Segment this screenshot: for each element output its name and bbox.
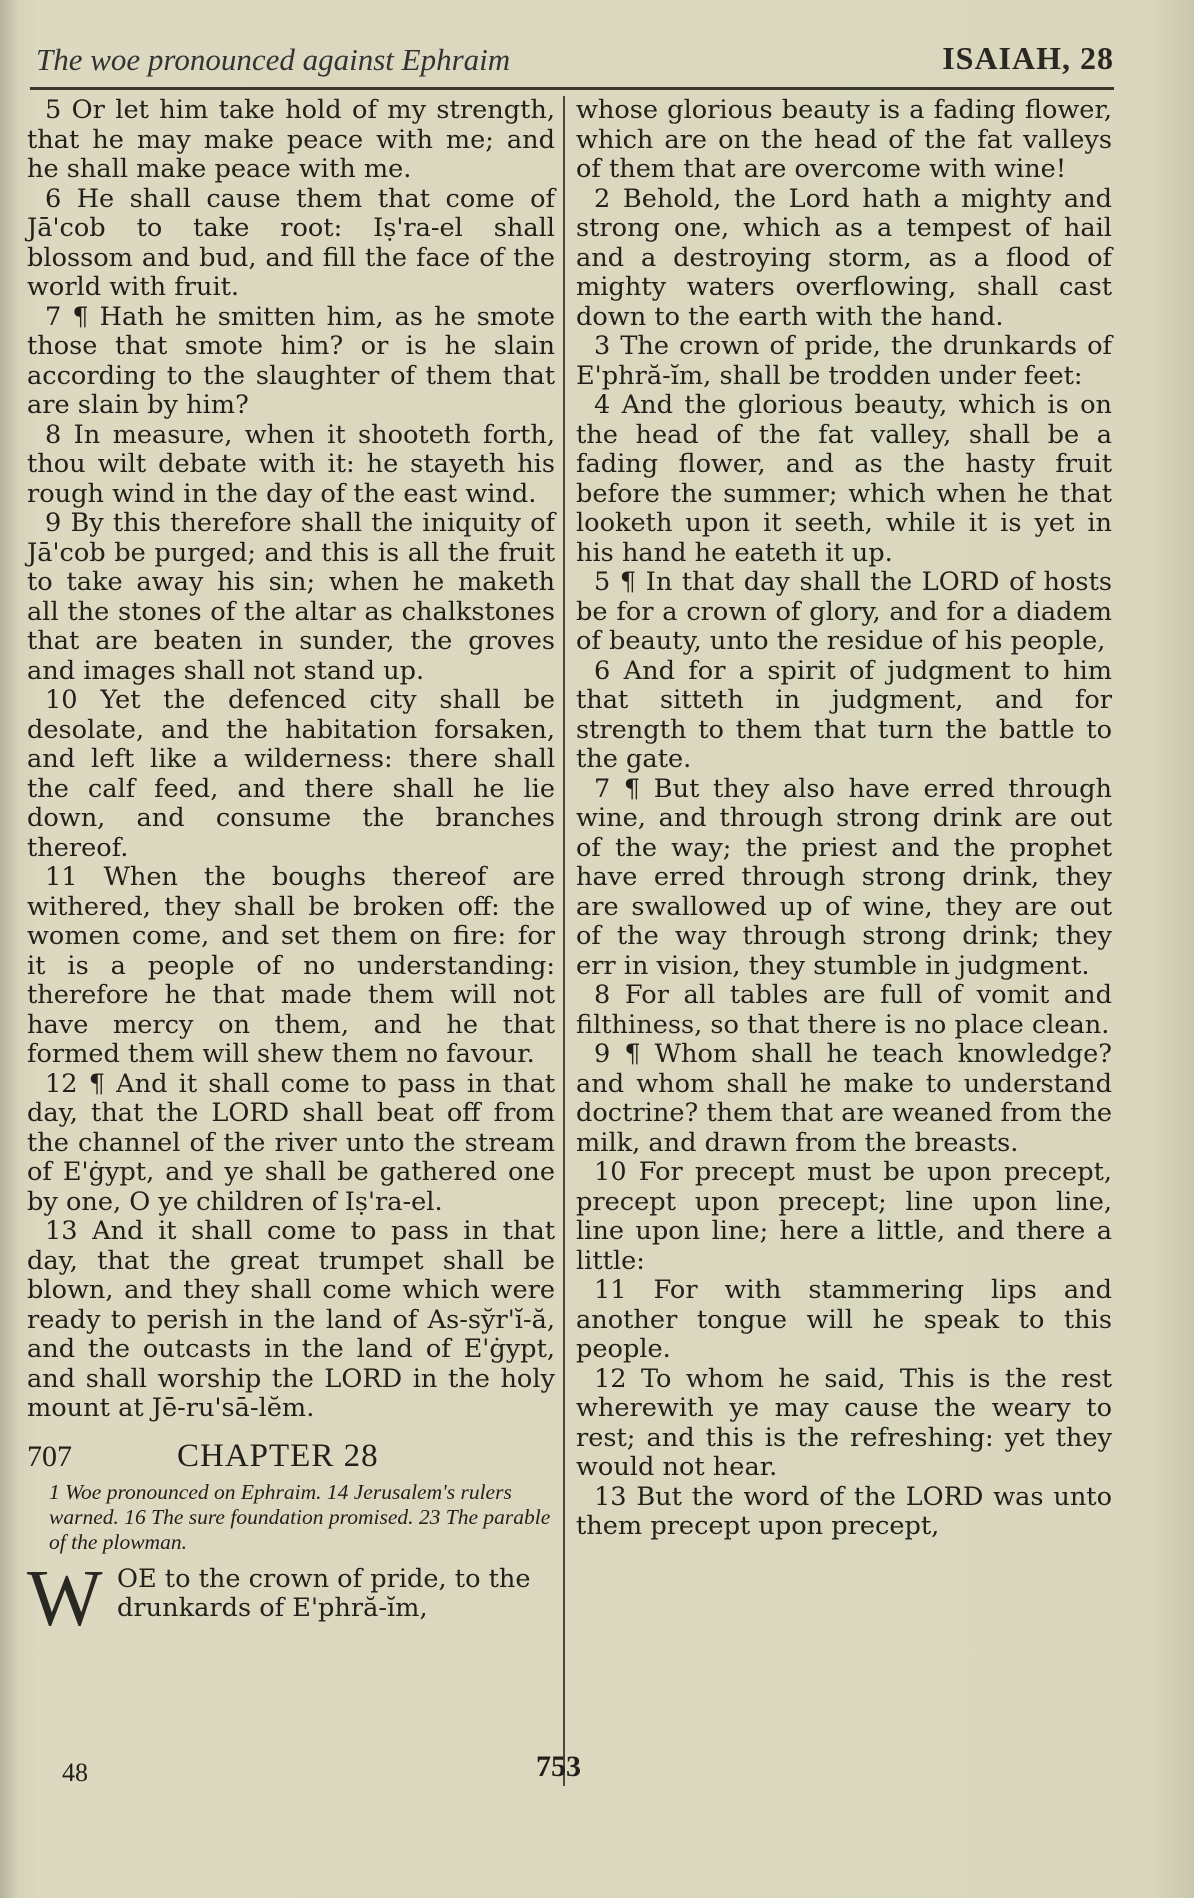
verse: 10 Yet the defenced city shall be desolate, and the habitation forsaken, and left like a wilderness: there shall the calf feed, and there shall he lie down, and consume the branches thereof. (27, 685, 555, 863)
verse: 3 The crown of pride, the drunkards of E'phră-ĭm, shall be trodden under feet: (576, 331, 1112, 391)
verse: 12 ¶ And it shall come to pass in that day, that the LORD shall beat off from the channel of the river unto the stream of E'ġypt, and ye shall be gathered one by one, O ye children of Iṣ'ra-el. (27, 1068, 555, 1217)
book-chapter-heading: ISAIAH, 28 (942, 40, 1114, 76)
left-column (27, 95, 555, 1643)
verse: 6 He shall cause them that come of Jā'cob to take root: Iṣ'ra-el shall blossom and bud, and fill the face of the world with fruit. (27, 183, 555, 302)
page-header (36, 38, 1114, 88)
verse: 2 Behold, the Lord hath a mighty and strong one, which as a tempest of hail and a destroying storm, as a flood of mighty waters overflowing, shall cast down to the earth with the hand. (576, 183, 1112, 332)
right-column (576, 96, 1112, 1542)
chapter-heading-line (27, 1437, 555, 1478)
first-verse-block (27, 1554, 555, 1643)
verse: 5 ¶ In that day shall the LORD of hosts be for a crown of glory, and for a diadem of beauty, unto the residue of his people, (576, 567, 1112, 656)
verse: 8 In measure, when it shooteth forth, thou wilt debate with it: he stayeth his rough wind in the day of the east wind. (27, 419, 555, 509)
verse: 4 And the glorious beauty, which is on the head of the fat valley, shall be a fading flower, and as the hasty fruit before the summer; which when he that looketh upon it seeth, while it is yet in his hand he eateth it up. (576, 390, 1112, 568)
verse-continuation: whose glorious beauty is a fading flower, which are on the head of the fat valleys of them that are overcome with wine! (576, 95, 1112, 184)
footer-left-number: 48 (62, 1758, 88, 1787)
drop-cap-letter: W (27, 1554, 103, 1643)
verse: 9 By this therefore shall the iniquity of Jā'cob be purged; and this is all the fruit to take away his sin; when he maketh all the stones of the altar as chalkstones that are beaten in sunder, the groves and images shall not stand up. (27, 508, 555, 686)
verse: 13 But the word of the LORD was unto them precept upon precept, (576, 1481, 1112, 1541)
verse: 13 And it shall come to pass in that day, that the great trumpet shall be blown, and they shall come which were ready to perish in the land of As-sy̆r'ĭ-ă, and the outcasts in the land of E'ġypt, and shall worship the LORD in the holy mount at Jē-ru'sā-lĕm. (27, 1216, 555, 1423)
verse: 5 Or let him take hold of my strength, that he may make peace with me; and he shall make peace with me. (27, 95, 555, 184)
verse: 7 ¶ But they also have erred through wine, and through strong drink are out of the way; the priest and the prophet have erred through strong drink, they are swallowed up of wine, they are out of the way through strong drink; they err in vision, they stumble in judgment. (576, 773, 1112, 981)
verse: 10 For precept must be upon precept, precept upon precept; line upon line, line upon line; here a little, and there a little: (576, 1157, 1112, 1276)
section-heading: The woe pronounced against Ephraim (36, 42, 511, 77)
column-divider (563, 96, 565, 1786)
verse: 8 For all tables are full of vomit and filthiness, so that there is no place clean. (576, 980, 1112, 1040)
header-rule (30, 87, 1114, 90)
verse: 11 When the boughs thereof are withered, they shall be broken off: the women come, and set them on fire: for it is a people of no understanding: therefore he that made them will not have mercy on them, and he that formed them will shew them no favour. (27, 862, 555, 1069)
verse: 11 For with stammering lips and another tongue will he speak to this people. (576, 1275, 1112, 1364)
chapter-summary: 1 Woe pronounced on Ephraim. 14 Jerusalem's rulers warned. 16 The sure foundation promised. 23 The parable of the plowman. (49, 1479, 551, 1554)
chapter-block (27, 1437, 555, 1643)
chapter-title: CHAPTER 28 (177, 1437, 379, 1474)
page-number: 753 (536, 1750, 581, 1783)
verse: 6 And for a spirit of judgment to him that sitteth in judgment, and for strength to them that turn the battle to the gate. (576, 655, 1112, 774)
chapter-reference-number: 707 (27, 1439, 72, 1473)
first-verse-text: OE to the crown of pride, to the drunkards of E'phră-ĭm, (117, 1563, 531, 1623)
verse: 12 To whom he said, This is the rest wherewith ye may cause the weary to rest; and this is the refreshing: yet they would not hear. (576, 1363, 1112, 1482)
verse: 9 ¶ Whom shall he teach knowledge? and whom shall he make to understand doctrine? them that are weaned from the milk, and drawn from the breasts. (576, 1039, 1112, 1158)
verse: 7 ¶ Hath he smitten him, as he smote those that smote him? or is he slain according to the slaughter of them that are slain by him? (27, 301, 555, 420)
